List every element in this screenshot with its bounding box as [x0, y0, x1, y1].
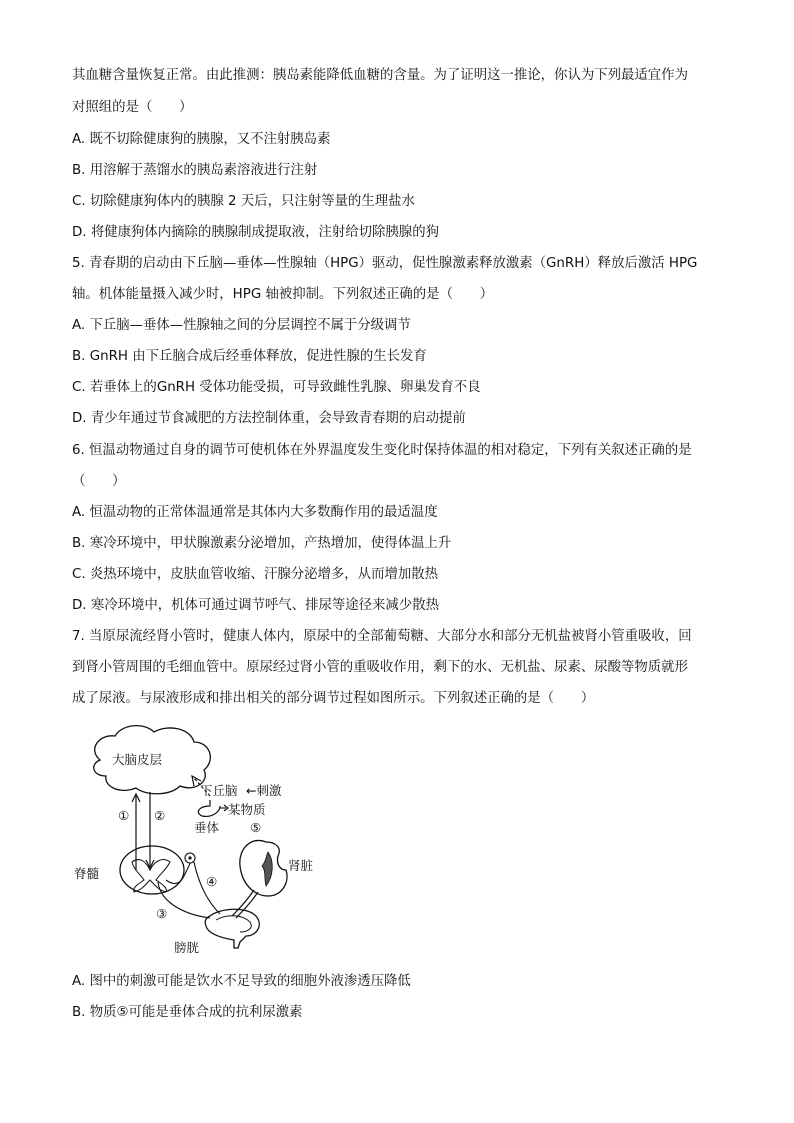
pituitary-shape [198, 800, 220, 816]
question-7-text: 到肾小管周围的毛细血管中。原尿经过肾小管的重吸收作用，剩下的水、无机盐、尿素、尿酸等物质就形 [72, 660, 688, 675]
question-text: 其血糖含量恢复正常。由此推测：胰岛素能降低血糖的含量。为了证明这一推论，你认为下列最适宜作为 [72, 68, 688, 83]
spinal-cord-label: 脊髓 [74, 866, 100, 881]
option-b: B. GnRH 由下丘脑合成后经垂体释放，促进性腺的生长发育 [72, 349, 427, 364]
cortex-label: 大脑皮层 [112, 752, 163, 767]
option-a: A. 恒温动物的正常体温通常是其体内大多数酶作用的最适温度 [72, 505, 438, 520]
option-a: A. 图中的刺激可能是饮水不足导致的细胞外液渗透压降低 [72, 974, 411, 989]
option-b: B. 用溶解于蒸馏水的胰岛素溶液进行注射 [72, 163, 318, 178]
option-c: C. 切除健康狗体内的胰腺 2 天后，只注射等量的生理盐水 [72, 194, 415, 209]
pituitary-label: 垂体 [194, 820, 220, 835]
label-2: ② [154, 808, 166, 823]
question-6-text: （ ） [72, 474, 126, 489]
option-a: A. 既不切除健康狗的胰腺，又不注射胰岛素 [72, 132, 331, 147]
question-text: 对照组的是（ ） [72, 100, 193, 115]
question-6-text: 6. 恒温动物通过自身的调节可使机体在外界温度发生变化时保持体温的相对稳定，下列有关叙述正确的是 [72, 443, 692, 458]
option-d: D. 将健康狗体内摘除的胰腺制成提取液，注射给切除胰腺的狗 [72, 225, 439, 240]
question-7-text: 7. 当原尿流经肾小管时，健康人体内，原尿中的全部葡萄糖、大部分水和部分无机盐被肾小管重吸收，回 [72, 629, 692, 644]
kidney-label: 肾脏 [288, 858, 314, 873]
option-d: D. 青少年通过节食减肥的方法控制体重，会导致青春期的启动提前 [72, 411, 466, 426]
label-1: ① [118, 808, 130, 823]
spinal-cord-shape [120, 846, 184, 894]
label-5: ⑤ [250, 820, 262, 835]
label-4: ④ [206, 874, 218, 889]
option-c: C. 若垂体上的GnRH 受体功能受损，可导致雌性乳腺、卵巢发育不良 [72, 380, 481, 395]
question-7-text: 成了尿液。与尿液形成和排出相关的部分调节过程如图所示。下列叙述正确的是（ ） [72, 691, 595, 706]
label-3: ③ [156, 906, 168, 921]
question-5-text: 5. 青春期的启动由下丘脑—垂体—性腺轴（HPG）驱动，促性腺激素释放激素（GnRH）释放后激活 HPG [72, 256, 698, 271]
option-b: B. 寒冷环境中，甲状腺激素分泌增加，产热增加，使得体温上升 [72, 536, 452, 551]
option-d: D. 寒冷环境中，机体可通过调节呼气、排尿等途径来减少散热 [72, 598, 439, 613]
option-b: B. 物质⑤可能是垂体合成的抗利尿激素 [72, 1005, 303, 1020]
bladder-label: 膀胱 [174, 940, 200, 955]
option-c: C. 炎热环境中，皮肤血管收缩、汗腺分泌增多，从而增加散热 [72, 567, 439, 582]
stimulus-label: ←刺激 [246, 783, 282, 798]
option-a: A. 下丘脑—垂体—性腺轴之间的分层调控不属于分级调节 [72, 318, 411, 333]
urine-regulation-diagram [70, 720, 330, 960]
question-5-text: 轴。机体能量摄入减少时，HPG 轴被抑制。下列叙述正确的是（ ） [72, 287, 494, 302]
substance-label: 某物质 [228, 802, 266, 817]
hypothalamus-label: 下丘脑 [200, 783, 238, 798]
